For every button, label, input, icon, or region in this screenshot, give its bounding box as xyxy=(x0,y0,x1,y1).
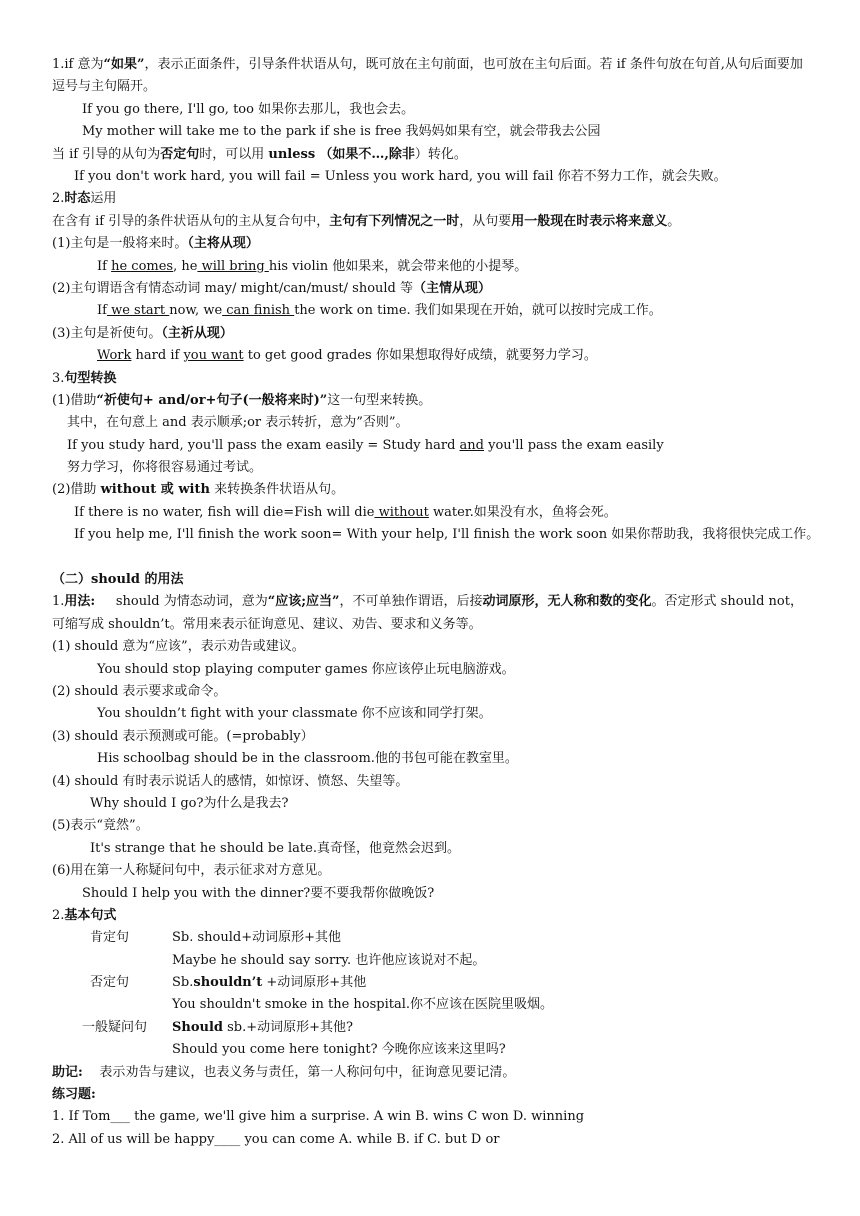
text: 1. xyxy=(52,594,65,610)
text: hard if xyxy=(131,348,184,364)
bold-text: Should xyxy=(172,1019,223,1035)
text: 当 if 引导的从句为 xyxy=(52,146,161,162)
text: 来转换条件状语从句。 xyxy=(214,482,345,498)
example-translation: 努力学习，你将很容易通过考试。 xyxy=(67,460,263,476)
transform-1-note: 其中，在句意上 and 表示顺承;or 表示转折，意为”否则”。 xyxy=(67,415,409,431)
example-sentence: It's strange that he should be late.真奇怪，他竟然会迟到。 xyxy=(90,840,460,856)
text: 时，可以用 xyxy=(199,146,265,162)
bold-text: （主情从现） xyxy=(413,280,492,296)
section-title xyxy=(0,569,860,591)
bold-text: （主将从现） xyxy=(187,236,259,252)
bold-text: （如果不…,除非 xyxy=(319,146,415,162)
example-sentence xyxy=(0,256,860,278)
example-sentence: You shouldn't smoke in the hospital.你不应该在医院里吸烟。 xyxy=(172,997,554,1013)
bold-text: “如果” xyxy=(103,57,145,72)
text: (2)主句谓语含有情态动词 may/ might/can/must/ should 等 xyxy=(52,280,414,296)
bold-text: 句型转换 xyxy=(64,370,117,386)
text: 2. xyxy=(52,907,65,923)
text: 运用 xyxy=(90,191,117,207)
document-page xyxy=(0,54,860,1151)
text: If xyxy=(97,303,107,319)
example-sentence: If you don't work hard, you will fail = Unless you work hard, you will fail 你若不努力工作，就会失败。 xyxy=(74,168,727,184)
text: 在含有 if 引导的条件状语从句的主从复合句中， xyxy=(52,213,330,229)
pattern-affirmative xyxy=(0,927,860,949)
example-sentence xyxy=(0,345,860,367)
transform-2 xyxy=(0,479,860,501)
bold-text: “应该;应当” xyxy=(267,594,340,610)
pattern-formula: Sb. xyxy=(172,975,194,991)
text: If xyxy=(97,258,112,274)
text: If there is no water, fish will die=Fish will die xyxy=(74,504,375,520)
bold-text: “祈使句+ and/or+句子(一般将来时)” xyxy=(96,392,328,408)
bold-text: 基本句式 xyxy=(64,907,117,923)
underlined-text: will bring xyxy=(197,258,269,274)
heading-tense xyxy=(0,188,860,210)
case-3 xyxy=(0,323,860,345)
text: now, we xyxy=(169,303,223,319)
should-usage-paragraph xyxy=(0,591,812,636)
underlined-text: can finish xyxy=(222,303,295,319)
bold-text: unless xyxy=(268,146,316,162)
heading-patterns xyxy=(0,905,860,927)
underlined-text: you want xyxy=(183,348,244,364)
transform-1 xyxy=(0,390,860,412)
bold-text: shouldn’t xyxy=(193,975,263,991)
example-sentence: If you go there, I'll go, too 如果你去那儿，我也会去。 xyxy=(82,101,415,117)
text: ，从句要 xyxy=(459,213,512,229)
example-sentence: Maybe he should say sorry. 也许他应该说对不起。 xyxy=(172,952,486,968)
underlined-text: he comes xyxy=(111,258,174,274)
text: If you study hard, you'll pass the exam easily = Study hard xyxy=(67,437,460,453)
pattern-question xyxy=(0,1017,860,1039)
pattern-negative xyxy=(0,972,860,994)
pattern-formula: Sb. should+动词原形+其他 xyxy=(172,930,342,946)
bold-text: （二）should 的用法 xyxy=(52,572,184,588)
text: (2)借助 xyxy=(52,482,97,498)
text: , he xyxy=(173,258,198,274)
example-sentence: His schoolbag should be in the classroom.他的书包可能在教室里。 xyxy=(97,751,518,767)
bold-text: 时态 xyxy=(64,191,91,207)
tense-rule xyxy=(0,211,860,233)
heading-transform xyxy=(0,368,860,390)
bold-text: without 或 with xyxy=(100,482,210,498)
usage-5: (5)表示“竟然”。 xyxy=(52,818,149,834)
text: 表示劝告与建议，也表义务与责任，第一人称问句中，征询意见要记清。 xyxy=(99,1064,516,1080)
text: 。 xyxy=(667,213,681,229)
bold-text: 否定句 xyxy=(160,146,200,162)
case-2 xyxy=(0,278,860,300)
underlined-text: Work xyxy=(97,348,132,364)
text: 2. xyxy=(52,191,65,207)
text: (1)借助 xyxy=(52,392,97,408)
example-sentence: Why should I go?为什么是我去? xyxy=(90,795,289,811)
example-sentence xyxy=(0,502,860,524)
example-sentence: My mother will take me to the park if she is free 我妈妈如果有空，就会带我去公园 xyxy=(82,124,601,140)
bold-text: 用法: xyxy=(64,594,96,610)
usage-3: (3) should 表示预测或可能。(=probably） xyxy=(52,728,314,744)
text: (3)主句是祈使句。 xyxy=(52,325,162,341)
text: (1)主句是一般将来时。 xyxy=(52,236,188,252)
pattern-label: 否定句 xyxy=(90,975,130,991)
exercise-heading xyxy=(0,1084,860,1106)
usage-1: (1) should 意为“应该”，表示劝告或建议。 xyxy=(52,639,305,655)
text: +动词原形+其他 xyxy=(262,975,367,991)
unless-rule xyxy=(0,144,860,166)
text: 。否定形式 should not，可缩写成 shouldn’t。常用来表示征询意见、建议、劝告、要求和义务等。 xyxy=(52,594,803,632)
text: should 为情态动词，意为 xyxy=(115,594,268,610)
text: 1.if 意为 xyxy=(52,57,104,72)
exercise-question: 1. If Tom___ the game, we'll give him a surprise. A win B. wins C won D. winning xyxy=(52,1109,585,1125)
text: water.如果没有水，鱼将会死。 xyxy=(428,504,617,520)
example-sentence xyxy=(0,435,860,457)
bold-text: 助记: xyxy=(52,1064,83,1080)
example-sentence: You should stop playing computer games 你应该停止玩电脑游戏。 xyxy=(97,661,515,677)
text: ）转化。 xyxy=(414,146,467,162)
bold-text: （主祈从现） xyxy=(161,325,233,341)
bold-text: 动词原形，无人称和数的变化 xyxy=(482,594,652,610)
underlined-text: without xyxy=(374,504,429,520)
bold-text: 练习题: xyxy=(52,1087,96,1103)
text: you'll pass the exam easily xyxy=(484,437,664,453)
example-sentence: Should you come here tonight? 今晚你应该来这里吗? xyxy=(172,1042,506,1058)
text: 这一句型来转换。 xyxy=(327,392,432,408)
usage-4: (4) should 有时表示说话人的感情，如惊讶、愤怒、失望等。 xyxy=(52,773,409,789)
exercise-question: 2. All of us will be happy____ you can come A. while B. if C. but D or xyxy=(52,1131,500,1147)
underlined-text: we start xyxy=(106,303,170,319)
example-sentence: If you help me, I'll finish the work soon= With your help, I'll finish the work soon 如果你帮助我，我将很快完成工作。 xyxy=(74,527,820,543)
example-sentence xyxy=(0,300,860,322)
if-definition-paragraph xyxy=(0,54,812,99)
mnemonic xyxy=(0,1062,860,1084)
example-sentence: Should I help you with the dinner?要不要我帮你做晚饭? xyxy=(82,885,435,901)
text: ，表示正面条件，引导条件状语从句，既可放在主句前面，也可放在主句后面。若 if 条件句放在句首,从句后面要加逗号与主句隔开。 xyxy=(52,57,803,95)
text: ，不可单独作谓语，后接 xyxy=(339,594,483,610)
spacer xyxy=(0,547,860,569)
text: the work on time. 我们如果现在开始，就可以按时完成工作。 xyxy=(294,303,662,319)
text: his violin 他如果来，就会带来他的小提琴。 xyxy=(268,258,528,274)
pattern-label: 肯定句 xyxy=(90,930,130,946)
text: sb.+动词原形+其他? xyxy=(223,1019,354,1035)
usage-2: (2) should 表示要求或命令。 xyxy=(52,684,227,699)
text: 3. xyxy=(52,370,65,386)
example-sentence: You shouldn’t fight with your classmate 你不应该和同学打架。 xyxy=(97,706,492,722)
pattern-label: 一般疑问句 xyxy=(82,1019,148,1035)
case-1 xyxy=(0,233,860,255)
bold-text: 主句有下列情况之一时 xyxy=(329,213,460,229)
bold-text: 用一般现在时表示将来意义 xyxy=(511,213,668,229)
text: to get good grades 你如果想取得好成绩，就要努力学习。 xyxy=(243,348,597,364)
usage-6: (6)用在第一人称疑问句中，表示征求对方意见。 xyxy=(52,863,331,879)
underlined-text: and xyxy=(459,437,484,453)
